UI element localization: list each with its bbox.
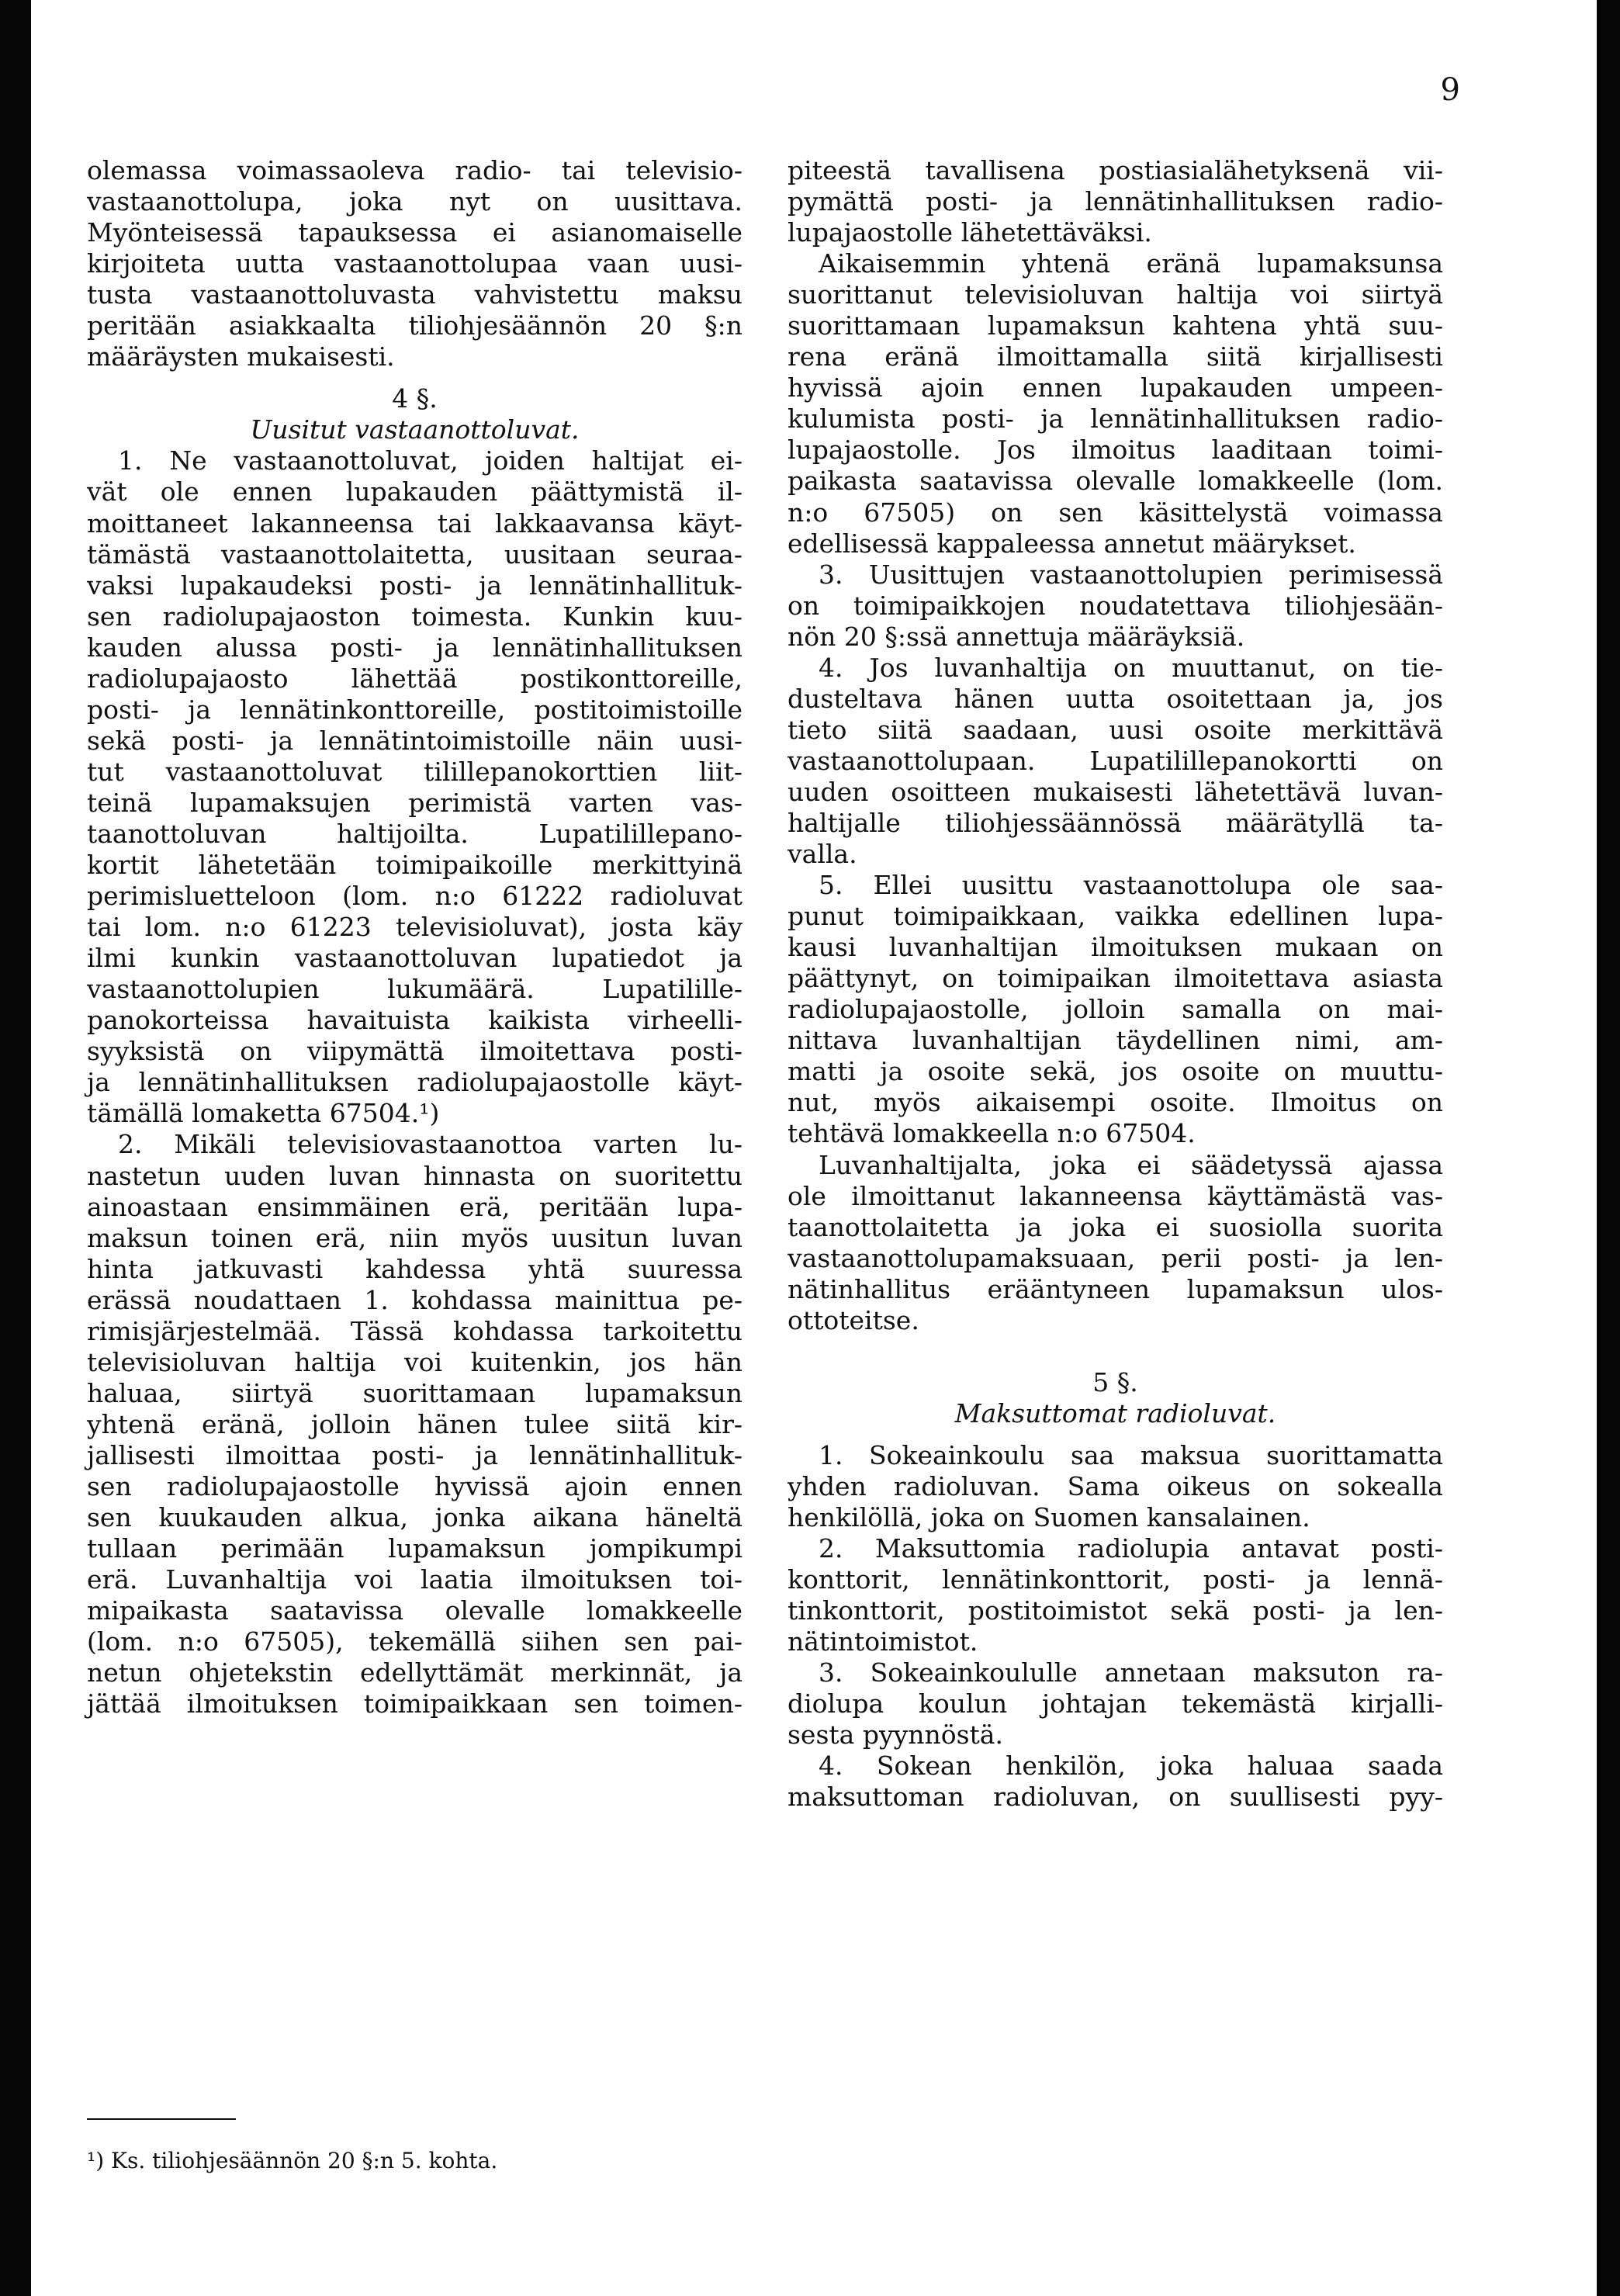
body-line: tusta vastaanottoluvasta vahvistettu maksu	[87, 279, 742, 310]
body-line: jättää ilmoituksen toimipaikkaan sen toimen-	[87, 1688, 742, 1719]
body-line: haltijalle tiliohjessäännössä määrätyllä ta-	[788, 807, 1443, 838]
body-line: taanottolaitetta ja joka ei suosiolla suorita	[788, 1211, 1443, 1242]
body-line: lupajaostolle. Jos ilmoitus laaditaan toimi-	[788, 435, 1443, 466]
body-line: ottoteitse.	[788, 1304, 919, 1335]
body-line: mipaikasta saatavissa olevalle lomakkeelle	[87, 1595, 742, 1626]
body-line: netun ohjetekstin edellyttämät merkinnät, ja	[87, 1657, 742, 1688]
body-line: kulumista posti- ja lennätinhallituksen radio-	[788, 403, 1443, 435]
body-line: sesta pyynnöstä.	[788, 1719, 1003, 1751]
body-line: tieto siitä saadaan, uusi osoite merkittävä	[788, 714, 1443, 745]
body-line: vastaanottolupaan. Lupatilillepanokortti on	[788, 745, 1443, 776]
body-line: ja lennätinhallituksen radiolupajaostolle käyt-	[87, 1067, 742, 1098]
body-line: radiolupajaosto lähettää postikonttoreille,	[87, 663, 742, 694]
body-line: 4. Jos luvanhaltija on muuttanut, on tie-	[819, 652, 1443, 683]
body-line: nut, myös aikaisempi osoite. Ilmoitus on	[788, 1087, 1443, 1118]
body-line: vastaanottolupien lukumäärä. Lupatilille-	[87, 974, 742, 1005]
body-line: 2. Mikäli televisiovastaanottoa varten lu-	[118, 1129, 742, 1160]
body-line: 1. Sokeainkoulu saa maksua suorittamatta	[819, 1439, 1443, 1470]
body-line: nön 20 §:ssä annettuja määräyksiä.	[788, 621, 1245, 652]
body-line: lupajaostolle lähetettäväksi.	[788, 217, 1152, 248]
body-line: peritään asiakkaalta tiliohjesäännön 20 §:n	[87, 310, 742, 341]
body-line: maksun toinen erä, niin myös uusitun luvan	[87, 1222, 742, 1253]
body-line: panokorteissa havaituista kaikista virheelli-	[87, 1005, 742, 1036]
section-heading: Maksuttomat radioluvat.	[954, 1397, 1276, 1429]
body-line: on toimipaikkojen noudatettava tiliohjesään-	[788, 590, 1443, 621]
body-line: rimisjärjestelmää. Tässä kohdassa tarkoitettu	[87, 1315, 742, 1346]
body-line: suorittanut televisioluvan haltija voi siirtyä	[788, 279, 1443, 310]
footnote: ¹) Ks. tiliohjesäännön 20 §:n 5. kohta.	[87, 2148, 498, 2173]
body-line: kauden alussa posti- ja lennätinhallituksen	[87, 632, 742, 663]
body-line: tinkonttorit, postitoimistot sekä posti- ja len-	[788, 1595, 1443, 1626]
body-line: sen radiolupajaoston toimesta. Kunkin kuu-	[87, 601, 742, 632]
section-heading: Uusitut vastaanottoluvat.	[250, 414, 580, 445]
body-line: 5. Ellei uusittu vastaanottolupa ole saa-	[819, 870, 1443, 901]
body-line: nätintoimistot.	[788, 1626, 978, 1657]
scan-border-left	[0, 0, 31, 2296]
spacer	[788, 1336, 1443, 1367]
body-line: konttorit, lennätinkonttorit, posti- ja lennä-	[788, 1564, 1443, 1595]
body-line: valla.	[788, 839, 857, 870]
body-line: vät ole ennen lupakauden päättymistä il-	[87, 476, 742, 507]
section-number: 5 §.	[1092, 1366, 1138, 1397]
body-line: teinä lupamaksujen perimistä varten vas-	[87, 787, 742, 818]
body-line: nastetun uuden luvan hinnasta on suoritettu	[87, 1160, 742, 1191]
body-line: tut vastaanottoluvat tilillepanokorttien liit-	[87, 756, 742, 787]
body-line: Myönteisessä tapauksessa ei asianomaiselle	[87, 217, 742, 248]
body-line: n:o 67505) on sen käsittelystä voimassa	[788, 497, 1443, 528]
body-line: sen kuukauden alkua, jonka aikana häneltä	[87, 1502, 742, 1533]
body-line: uuden osoitteen mukaisesti lähetettävä luvan-	[788, 776, 1443, 807]
section-number: 4 §.	[392, 383, 438, 414]
body-line: edellisessä kappaleessa annetut määrykset.	[788, 528, 1356, 559]
body-line: ilmi kunkin vastaanottoluvan lupatiedot ja	[87, 943, 742, 974]
body-line: vastaanottolupa, joka nyt on uusittava.	[87, 186, 742, 217]
body-line: dusteltava hänen uutta osoitettaan ja, jos	[788, 683, 1443, 714]
body-line: 2. Maksuttomia radiolupia antavat posti-	[819, 1533, 1443, 1564]
body-line: haluaa, siirtyä suorittamaan lupamaksun	[87, 1377, 742, 1408]
body-line: Luvanhaltijalta, joka ei säädetyssä ajassa	[819, 1149, 1443, 1180]
body-line: moittaneet lakanneensa tai lakkaavansa käyt-	[87, 507, 742, 539]
body-line: ainoastaan ensimmäinen erä, peritään lupa-	[87, 1191, 742, 1222]
body-line: nittava luvanhaltijan täydellinen nimi, am-	[788, 1025, 1443, 1056]
body-line: rena eränä ilmoittamalla siitä kirjallisesti	[788, 341, 1443, 372]
body-line: hyvissä ajoin ennen lupakauden umpeen-	[788, 372, 1443, 403]
body-line: sekä posti- ja lennätintoimistoille näin uusi-	[87, 725, 742, 756]
body-line: erässä noudattaen 1. kohdassa mainittua pe-	[87, 1284, 742, 1315]
spacer	[788, 1429, 1443, 1440]
body-line: punut toimipaikkaan, vaikka edellinen lupa-	[788, 901, 1443, 932]
body-line: tehtävä lomakkeella n:o 67504.	[788, 1118, 1196, 1149]
body-line: jallisesti ilmoittaa posti- ja lennätinhallituk-	[87, 1439, 742, 1470]
body-line: nätinhallitus erääntyneen lupamaksun ulos-	[788, 1273, 1443, 1304]
body-line: yhtenä eränä, jolloin hänen tulee siitä kir-	[87, 1408, 742, 1439]
page-number: 9	[1440, 72, 1460, 108]
body-line: radiolupajaostolle, jolloin samalla on mai-	[788, 994, 1443, 1025]
body-line: kirjoiteta uutta vastaanottolupaa vaan uusi-	[87, 248, 742, 279]
body-line: 3. Uusittujen vastaanottolupien perimisessä	[819, 559, 1443, 590]
body-line: ole ilmoittanut lakanneensa käyttämästä vas-	[788, 1180, 1443, 1211]
body-line: olemassa voimassaoleva radio- tai televisio-	[87, 155, 742, 185]
body-line: sen radiolupajaostolle hyvissä ajoin ennen	[87, 1470, 742, 1501]
spacer	[87, 372, 742, 383]
body-line: syyksistä on viipymättä ilmoitettava posti-	[87, 1036, 742, 1067]
body-line: tullaan perimään lupamaksun jompikumpi	[87, 1533, 742, 1564]
body-line: vaksi lupakaudeksi posti- ja lennätinhallituk-	[87, 570, 742, 601]
body-line: määräysten mukaisesti.	[87, 341, 395, 372]
body-line: televisioluvan haltija voi kuitenkin, jos hän	[87, 1346, 742, 1377]
body-line: tai lom. n:o 61223 televisioluvat), josta käy	[87, 912, 742, 943]
body-line: paikasta saatavissa olevalle lomakkeelle (lom.	[788, 466, 1443, 497]
body-line: diolupa koulun johtajan tekemästä kirjalli-	[788, 1688, 1443, 1719]
body-line: (lom. n:o 67505), tekemällä siihen sen pai-	[87, 1626, 742, 1657]
footnote-divider	[87, 2118, 236, 2120]
body-line: 3. Sokeainkoululle annetaan maksuton ra-	[819, 1657, 1443, 1688]
left-column	[87, 155, 742, 1719]
body-line: posti- ja lennätinkonttoreille, postitoimistoille	[87, 694, 742, 725]
body-line: kortit lähetetään toimipaikoille merkittyinä	[87, 850, 742, 881]
body-line: pymättä posti- ja lennätinhallituksen radio-	[788, 186, 1443, 217]
body-line: perimisluetteloon (lom. n:o 61222 radioluvat	[87, 881, 742, 912]
body-line: henkilöllä, joka on Suomen kansalainen.	[788, 1501, 1310, 1532]
body-line: taanottoluvan haltijoilta. Lupatilillepano-	[87, 818, 742, 849]
body-line: päättynyt, on toimipaikan ilmoitettava asiasta	[788, 963, 1443, 994]
scan-border-right	[1597, 0, 1620, 2296]
body-line: maksuttoman radioluvan, on suullisesti pyy-	[788, 1782, 1443, 1813]
body-line: Aikaisemmin yhtenä eränä lupamaksunsa	[819, 248, 1443, 279]
right-column	[788, 155, 1443, 1813]
body-line: tämällä lomaketta 67504.¹)	[87, 1098, 440, 1129]
body-line: tämästä vastaanottolaitetta, uusitaan seuraa-	[87, 539, 742, 570]
body-line: kausi luvanhaltijan ilmoituksen mukaan on	[788, 932, 1443, 963]
body-line: yhden radioluvan. Sama oikeus on sokealla	[788, 1470, 1443, 1501]
body-line: erä. Luvanhaltija voi laatia ilmoituksen toi-	[87, 1564, 742, 1595]
body-line: matti ja osoite sekä, jos osoite on muuttu-	[788, 1056, 1443, 1087]
body-line: 4. Sokean henkilön, joka haluaa saada	[819, 1751, 1443, 1782]
body-line: hinta jatkuvasti kahdessa yhtä suuressa	[87, 1253, 742, 1284]
body-line: piteestä tavallisena postiasialähetyksenä vii-	[788, 155, 1443, 185]
body-line: suorittamaan lupamaksun kahtena yhtä suu-	[788, 310, 1443, 341]
body-line: vastaanottolupamaksuaan, perii posti- ja len-	[788, 1242, 1443, 1273]
body-line: 1. Ne vastaanottoluvat, joiden haltijat ei-	[118, 445, 742, 476]
